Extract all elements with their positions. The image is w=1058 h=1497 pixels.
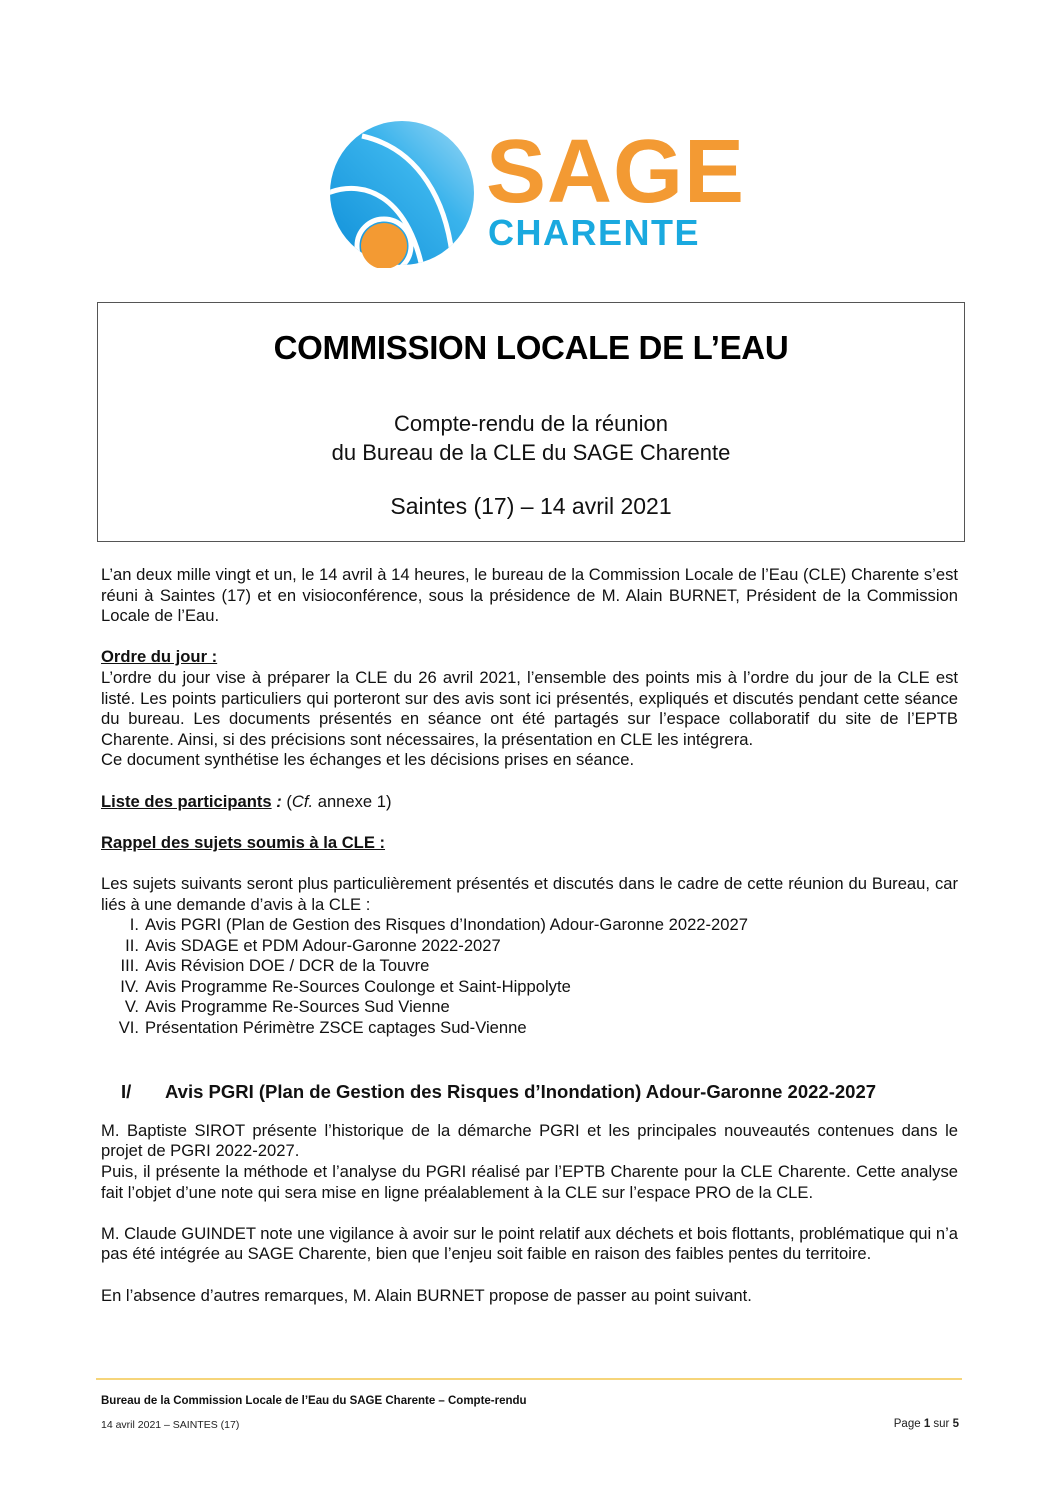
page-number: Page 1 sur 5 xyxy=(893,1418,959,1430)
document-body xyxy=(101,565,958,1306)
subjects-intro: Les sujets suivants seront plus particulièrement présentés et discutés dans le cadre de cette réunion du Bureau, car liés à une demande d’avis à la CLE : xyxy=(101,873,958,914)
list-item: I. Avis PGRI (Plan de Gestion des Risques d’Inondation) Adour-Garonne 2022-2027 xyxy=(129,915,748,935)
list-item: IV. Avis Programme Re-Sources Coulonge et Saint-Hippolyte xyxy=(120,976,571,996)
logo-globe-icon xyxy=(326,118,476,268)
annex-reference: annexe 1) xyxy=(313,791,392,811)
document-title: COMMISSION LOCALE DE L’EAU xyxy=(273,329,789,366)
participants-line: Liste des participants : (Cf. annexe 1) xyxy=(101,791,392,811)
list-item: II. Avis SDAGE et PDM Adour-Garonne 2022-2027 xyxy=(125,935,501,955)
footer-date: 14 avril 2021 – SAINTES (17) xyxy=(101,1419,240,1431)
section-1-paragraph-1: M. Baptiste SIROT présente l’historique de la démarche PGRI et les principales nouveautés contenues dans le projet de PGRI 2022-2027. xyxy=(101,1120,958,1161)
participants-heading: Liste des participants xyxy=(101,791,272,811)
title-box xyxy=(97,302,965,542)
intro-paragraph: L’an deux mille vingt et un, le 14 avril à 14 heures, le bureau de la Commission Locale de l’Eau (CLE) Charente s’est réuni à Saintes (17) et en visioconférence, sous la présidence de M. Alain BURNET, Président de la Commission Locale de l’Eau. xyxy=(101,565,958,626)
subtitle-line-1: Compte-rendu de la réunion xyxy=(394,411,668,436)
logo-charente-text: CHARENTE xyxy=(488,212,701,253)
section-1-heading xyxy=(101,1080,958,1104)
footer-divider xyxy=(96,1378,962,1380)
list-item: III. Avis Révision DOE / DCR de la Touvre xyxy=(120,956,430,976)
subtitle-line-2: du Bureau de la CLE du SAGE Charente xyxy=(331,440,731,465)
agenda-heading: Ordre du jour : xyxy=(101,647,218,667)
subjects-heading: Rappel des sujets soumis à la CLE : xyxy=(101,832,386,852)
list-item: V. Avis Programme Re-Sources Sud Vienne xyxy=(124,997,450,1017)
document-date-place: Saintes (17) – 14 avril 2021 xyxy=(390,493,672,519)
list-item: VI. Présentation Périmètre ZSCE captages Sud-Vienne xyxy=(118,1018,527,1038)
cf-abbrev: Cf. xyxy=(291,791,314,811)
agenda-paragraph-2: Ce document synthétise les échanges et les décisions prises en séance. xyxy=(101,750,635,770)
subjects-list xyxy=(101,915,958,1039)
document-subtitle xyxy=(98,409,964,467)
section-1-paragraph-3: M. Claude GUINDET note une vigilance à avoir sur le point relatif aux déchets et bois flottants, problématique qui n’a pas été intégrée au SAGE Charente, bien que l’enjeu soit faible en raison des faibles pentes du territoire. xyxy=(101,1223,958,1264)
logo-sage-text: SAGE xyxy=(486,122,746,222)
section-1-paragraph-4: En l’absence d’autres remarques, M. Alain BURNET propose de passer au point suivant. xyxy=(101,1285,752,1305)
footer-title: Bureau de la Commission Locale de l’Eau du SAGE Charente – Compte-rendu xyxy=(101,1395,527,1407)
section-1-number: I/ xyxy=(121,1080,132,1102)
agenda-paragraph: L’ordre du jour vise à préparer la CLE du 26 avril 2021, l’ensemble des points mis à l’ordre du jour de la CLE est listé. Les points particuliers qui porteront sur des avis sont ici présentés, expliqués et discutés pendant cette séance du bureau. Les documents présentés en séance ont été partagés sur l’espace collaboratif du site de l’EPTB Charente. Ainsi, si des précisions sont nécessaires, la présentation en CLE les intégrera. xyxy=(101,667,958,749)
section-1-paragraph-2: Puis, il présente la méthode et l’analyse du PGRI réalisé par l’EPTB Charente pour la CLE Charente. Cette analyse fait l’objet d’une note qui sera mise en ligne préalablement à la CLE sur l’espace PRO de la CLE. xyxy=(101,1162,958,1202)
section-1-title: Avis PGRI (Plan de Gestion des Risques d’Inondation) Adour-Garonne 2022-2027 xyxy=(165,1080,877,1102)
